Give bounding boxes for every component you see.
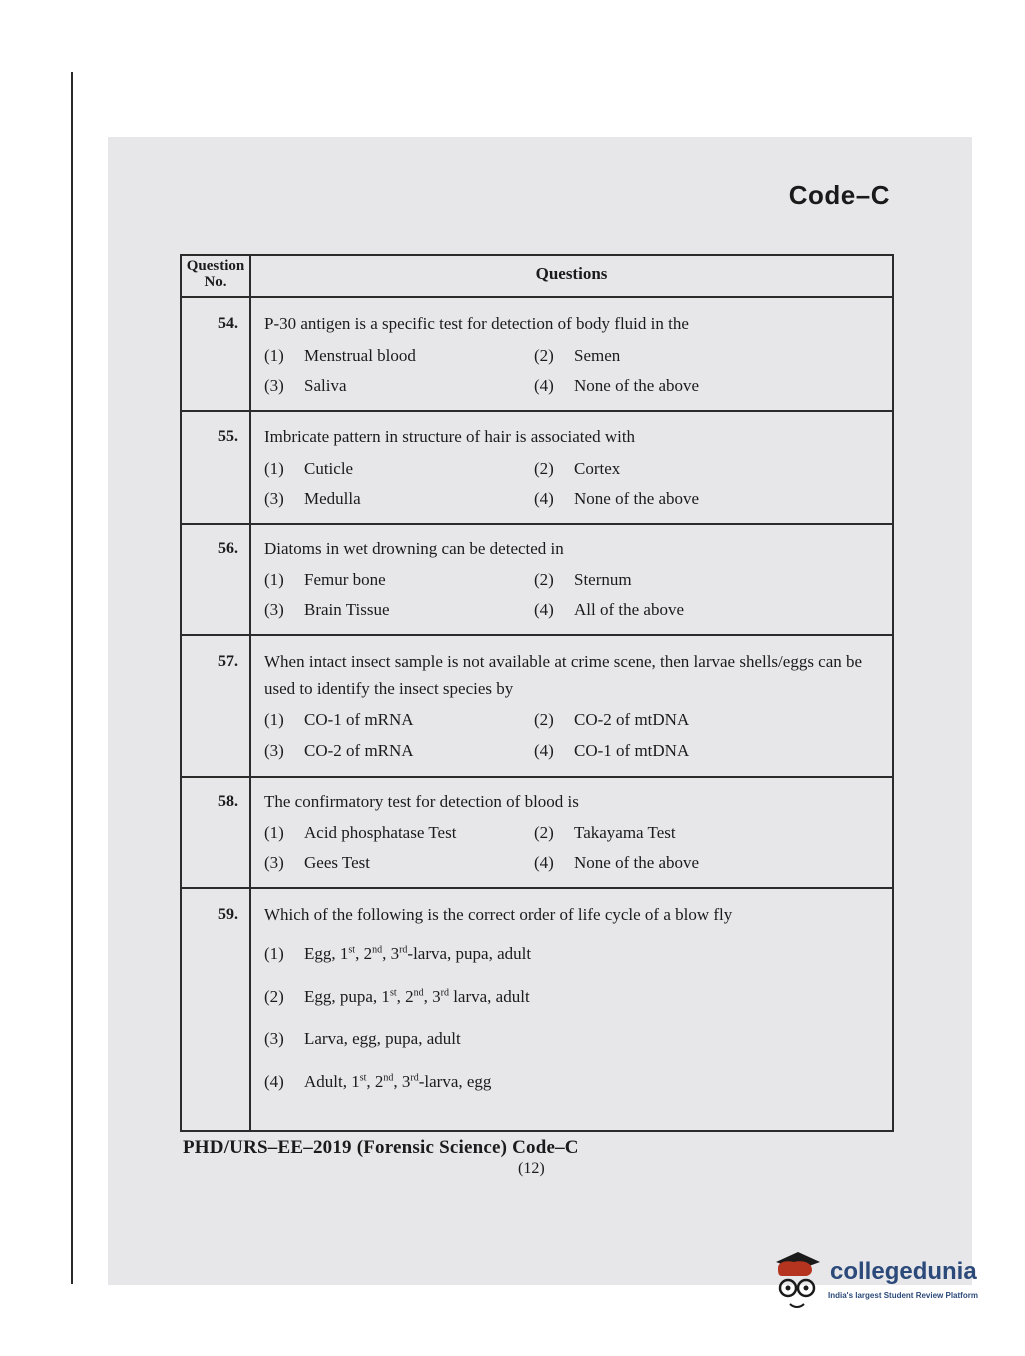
- option-2: (2) Egg, pupa, 1st, 2nd, 3rd larva, adult: [264, 987, 530, 1006]
- option-4: (4) None of the above: [534, 376, 700, 395]
- column-header-questions: Questions: [535, 264, 608, 283]
- collegedunia-logo: [768, 1248, 998, 1316]
- option-3: (3) CO-2 of mRNA: [264, 741, 414, 760]
- question-number: 58.: [218, 793, 238, 810]
- logo-tagline: India's largest Student Review Platform: [828, 1291, 978, 1300]
- question-text: Imbricate pattern in structure of hair is associated with: [264, 427, 636, 446]
- option-1: (1) Acid phosphatase Test: [264, 823, 457, 842]
- row-divider: [182, 887, 892, 889]
- footer-title: PHD/URS–EE–2019 (Forensic Science) Code–C: [183, 1137, 579, 1158]
- mascot-icon: [768, 1248, 828, 1316]
- row-divider: [182, 523, 892, 525]
- option-1: (1) Femur bone: [264, 570, 386, 589]
- option-1: (1) CO-1 of mRNA: [264, 710, 414, 729]
- option-4: (4) None of the above: [534, 853, 700, 872]
- scan-left-edge: [71, 72, 73, 1284]
- option-3: (3) Medulla: [264, 489, 361, 508]
- option-1: (1) Menstrual blood: [264, 346, 416, 365]
- question-text: The confirmatory test for detection of blood is: [264, 792, 579, 811]
- option-3: (3) Saliva: [264, 376, 347, 395]
- row-divider: [182, 776, 892, 778]
- option-1: (1) Cuticle: [264, 459, 354, 478]
- question-text: P-30 antigen is a specific test for detection of body fluid in the: [264, 314, 689, 333]
- row-divider: [182, 634, 892, 636]
- page-number: (12): [518, 1160, 545, 1177]
- option-4: (4) Adult, 1st, 2nd, 3rd-larva, egg: [264, 1072, 492, 1091]
- question-text: Diatoms in wet drowning can be detected in: [264, 539, 564, 558]
- option-2: (2) Takayama Test: [534, 823, 676, 842]
- question-text: Which of the following is the correct order of life cycle of a blow fly: [264, 905, 733, 924]
- question-number: 55.: [218, 428, 238, 445]
- logo-wordmark: collegedunia: [830, 1258, 977, 1285]
- question-number: 57.: [218, 653, 238, 670]
- option-3: (3) Larva, egg, pupa, adult: [264, 1029, 461, 1048]
- question-number: 56.: [218, 540, 238, 557]
- row-divider: [182, 410, 892, 412]
- column-header-question-no: Question No.: [186, 258, 245, 290]
- row-divider: [182, 296, 892, 298]
- option-1: (1) Egg, 1st, 2nd, 3rd-larva, pupa, adult: [264, 944, 532, 963]
- option-2: (2) CO-2 of mtDNA: [534, 710, 690, 729]
- question-table: [180, 254, 894, 1132]
- option-3: (3) Brain Tissue: [264, 600, 390, 619]
- question-number: 54.: [218, 315, 238, 332]
- question-number: 59.: [218, 906, 238, 923]
- option-3: (3) Gees Test: [264, 853, 371, 872]
- option-4: (4) CO-1 of mtDNA: [534, 741, 690, 760]
- question-text: When intact insect sample is not available at crime scene, then larvae shells/eggs can be used to identify the insect species by: [264, 652, 863, 698]
- column-divider: [249, 256, 251, 1130]
- option-2: (2) Cortex: [534, 459, 621, 478]
- paper-code: Code–C: [788, 180, 890, 210]
- option-2: (2) Semen: [534, 346, 621, 365]
- option-4: (4) None of the above: [534, 489, 700, 508]
- option-2: (2) Sternum: [534, 570, 632, 589]
- option-4: (4) All of the above: [534, 600, 684, 619]
